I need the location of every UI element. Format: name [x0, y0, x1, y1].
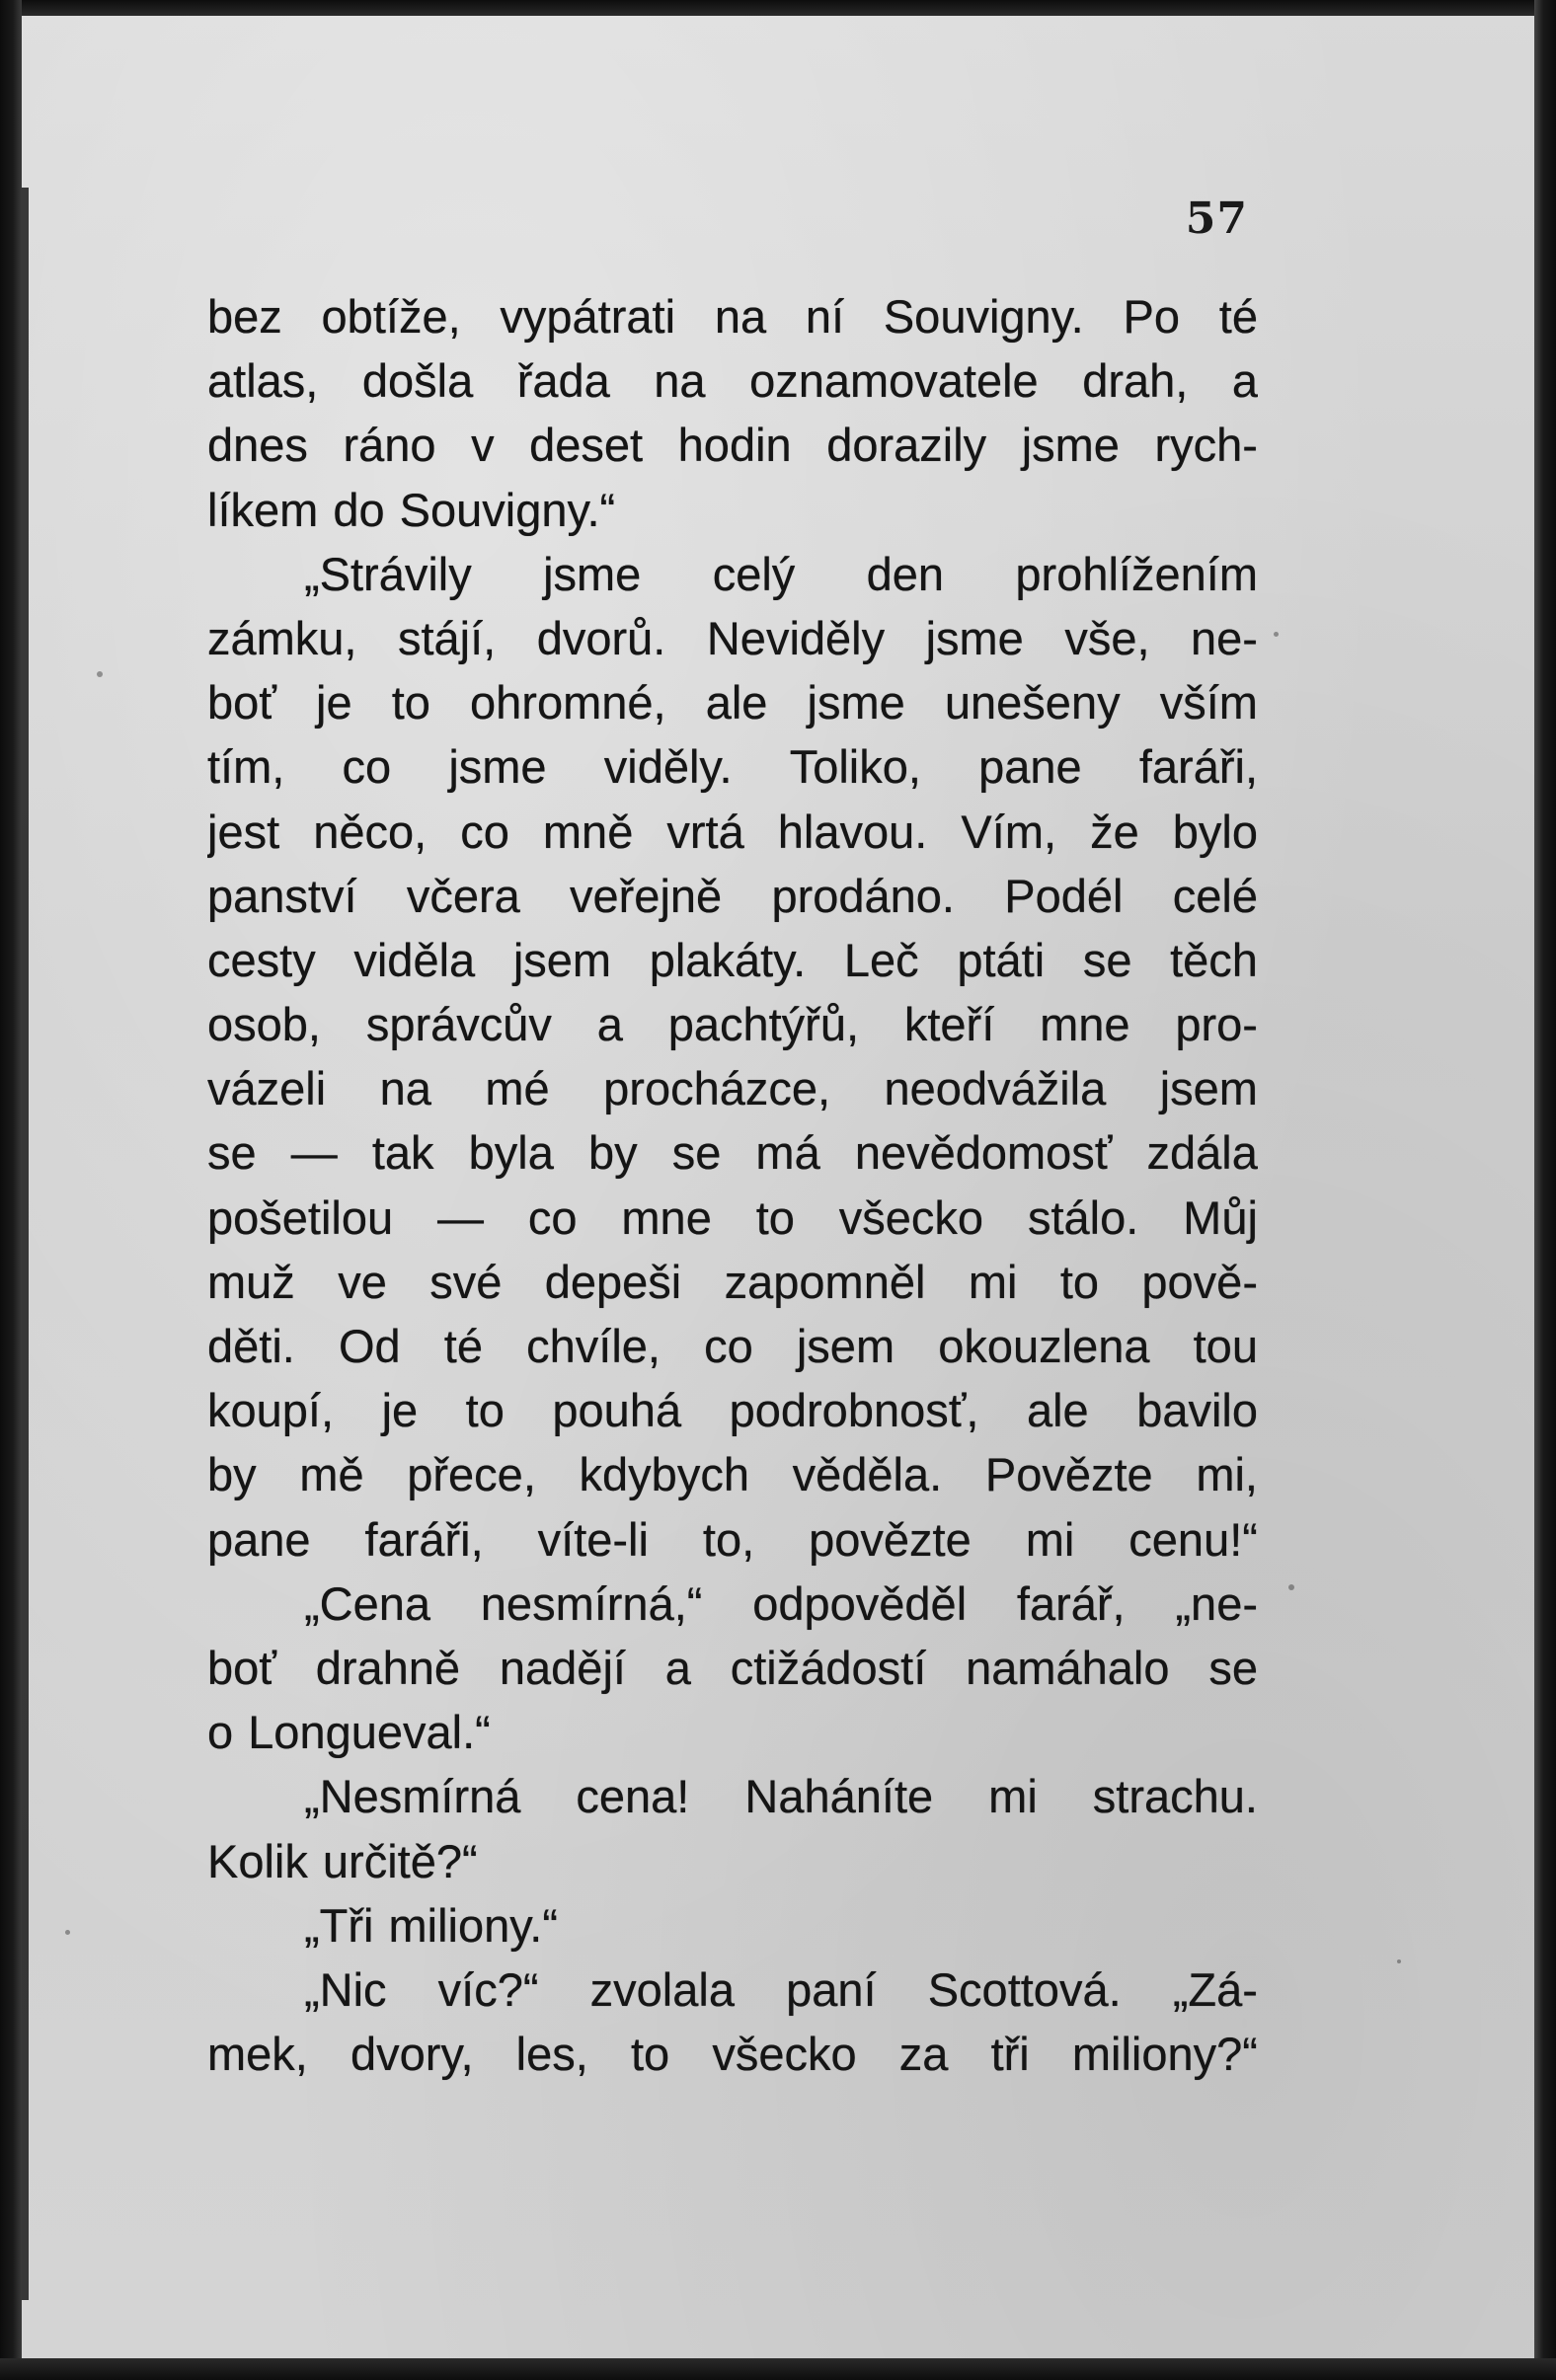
word: viděly.	[603, 740, 733, 794]
word: kdybych	[579, 1448, 749, 1501]
scan-border-bottom	[0, 2358, 1556, 2380]
text-line	[207, 864, 1258, 928]
word: neodvážila	[884, 1062, 1107, 1115]
word: na	[379, 1062, 431, 1115]
text-line	[207, 1314, 1258, 1378]
word: určitě?“	[322, 1834, 478, 1887]
word: co	[342, 740, 392, 794]
word: cesty	[207, 933, 316, 986]
word: „Cena	[304, 1576, 431, 1630]
word: Longueval.“	[248, 1706, 491, 1759]
word: se	[671, 1126, 722, 1180]
word: té	[443, 1320, 483, 1372]
word: ne-	[1191, 611, 1258, 664]
text-line	[207, 1893, 1258, 1958]
word: nesmírná,“	[480, 1576, 703, 1630]
word: procházce,	[603, 1062, 831, 1115]
word: Naháníte	[744, 1770, 934, 1823]
word: pošetilou	[207, 1190, 394, 1244]
word: je	[381, 1384, 419, 1437]
word: pově-	[1141, 1255, 1258, 1308]
word: deset	[529, 419, 644, 472]
word: podrobnosť,	[729, 1384, 979, 1437]
paper-speck	[97, 671, 103, 677]
word: pane	[207, 1512, 311, 1566]
word: unešeny	[944, 676, 1121, 729]
word: dvory,	[350, 2028, 474, 2081]
word: Scottová.	[927, 1962, 1122, 2016]
word: a	[1231, 354, 1258, 408]
text-line	[207, 413, 1258, 477]
text-line	[207, 670, 1258, 734]
word: víc?“	[437, 1962, 539, 2016]
word: včera	[406, 869, 520, 922]
word: ale	[705, 676, 768, 729]
word: a	[664, 1641, 691, 1694]
word: za	[898, 2028, 949, 2081]
word: miliony?“	[1071, 2028, 1258, 2081]
word: paní	[786, 1962, 877, 2016]
word: a	[596, 998, 623, 1051]
word: mi,	[1196, 1448, 1258, 1501]
word: o	[207, 1706, 234, 1759]
text-line	[207, 800, 1258, 864]
word: „Nic	[304, 1962, 387, 2016]
word: odpověděl	[752, 1576, 968, 1630]
word: povězte	[809, 1512, 972, 1566]
word: ráno	[343, 419, 436, 472]
word: má	[755, 1126, 820, 1180]
word: atlas,	[207, 354, 319, 408]
text-line	[207, 734, 1258, 799]
word: „Nesmírná	[304, 1770, 521, 1823]
word: boť	[207, 1641, 276, 1694]
word: bez	[207, 290, 282, 343]
text-line	[207, 2022, 1258, 2086]
word: mě	[299, 1448, 364, 1501]
word: —	[437, 1190, 485, 1244]
word: co	[527, 1190, 578, 1244]
word: to	[1059, 1255, 1100, 1308]
word: cena!	[576, 1770, 690, 1823]
word: jsme	[807, 676, 905, 729]
word: les,	[515, 2028, 588, 2081]
word: mně	[542, 805, 634, 858]
text-line	[207, 478, 1258, 542]
word: řada	[516, 354, 610, 408]
word: jsem	[796, 1320, 895, 1372]
word: strachu.	[1092, 1770, 1258, 1823]
word: těch	[1170, 933, 1258, 986]
text-line	[207, 1636, 1258, 1700]
word: své	[429, 1255, 503, 1308]
text-line	[207, 348, 1258, 413]
word: líkem	[207, 483, 319, 536]
word: celé	[1172, 869, 1258, 922]
text-line	[207, 1764, 1258, 1828]
word: na	[714, 290, 767, 343]
word: pro-	[1175, 998, 1258, 1051]
word: —	[290, 1126, 338, 1180]
word: boť	[207, 676, 276, 729]
word: to	[755, 1190, 795, 1244]
word: na	[654, 354, 706, 408]
word: vším	[1159, 676, 1258, 729]
word: farář,	[1016, 1576, 1126, 1630]
word: jsme	[1021, 419, 1120, 472]
word: ale	[1026, 1384, 1089, 1437]
word: co	[704, 1320, 753, 1372]
word: jest	[207, 805, 280, 858]
word: přece,	[407, 1448, 536, 1501]
word: depeši	[544, 1255, 682, 1308]
page-number: 57	[1185, 193, 1248, 244]
binding-shadow	[22, 188, 29, 2300]
word: pouhá	[552, 1384, 682, 1437]
word: zámku,	[207, 611, 357, 664]
word: zvolala	[589, 1962, 735, 2016]
word: dvorů.	[536, 611, 666, 664]
word: okouzlena	[938, 1320, 1150, 1372]
word: by	[587, 1126, 638, 1180]
body-text	[207, 284, 1258, 2086]
paper-speck	[1397, 1959, 1401, 1963]
text-line	[207, 1829, 1258, 1893]
scan-border-top	[0, 0, 1556, 16]
word: všecko	[838, 1190, 984, 1244]
word: té	[1218, 290, 1258, 343]
text-line	[207, 1378, 1258, 1442]
word: to	[465, 1384, 505, 1437]
word: něco,	[313, 805, 428, 858]
word: děti.	[207, 1320, 295, 1372]
word: veřejně	[570, 869, 723, 922]
text-line	[207, 1120, 1258, 1185]
word: co	[460, 805, 509, 858]
text-line	[207, 1186, 1258, 1250]
word: rych-	[1154, 419, 1258, 472]
word: Můj	[1183, 1190, 1258, 1244]
text-line	[207, 1507, 1258, 1572]
word: v	[471, 419, 495, 472]
word: pachtýřů,	[667, 998, 860, 1051]
text-line	[207, 992, 1258, 1056]
word: plakáty.	[649, 933, 807, 986]
paper-speck	[1274, 632, 1279, 637]
word: „ne-	[1175, 1576, 1258, 1630]
word: se	[207, 1126, 257, 1180]
word: hodin	[677, 419, 792, 472]
word: je	[316, 676, 352, 729]
word: prohlížením	[1015, 547, 1258, 600]
word: chvíle,	[526, 1320, 661, 1372]
word: Kolik	[207, 1834, 308, 1887]
word: „Tři	[304, 1898, 374, 1952]
word: panství	[207, 869, 357, 922]
word: ní	[805, 290, 845, 343]
text-line	[207, 1572, 1258, 1636]
word: Leč	[843, 933, 919, 986]
word: bavilo	[1136, 1384, 1258, 1437]
word: Podél	[1004, 869, 1124, 922]
word: faráři,	[1138, 740, 1258, 794]
word: „Strávily	[304, 547, 472, 600]
text-line	[207, 284, 1258, 348]
word: došla	[361, 354, 474, 408]
word: drah,	[1082, 354, 1189, 408]
word: nadějí	[499, 1641, 626, 1694]
word: by	[207, 1448, 257, 1501]
word: vše,	[1064, 611, 1150, 664]
text-line	[207, 1056, 1258, 1120]
word: vypátrati	[500, 290, 676, 343]
word: vázeli	[207, 1062, 327, 1115]
word: „Zá-	[1172, 1962, 1258, 2016]
word: byla	[468, 1126, 554, 1180]
word: Po	[1123, 290, 1181, 343]
word: osob,	[207, 998, 321, 1051]
word: mi	[968, 1255, 1018, 1308]
word: hlavou.	[777, 805, 928, 858]
text-line	[207, 606, 1258, 670]
text-line	[207, 1250, 1258, 1314]
text-line	[207, 1700, 1258, 1764]
word: mé	[485, 1062, 550, 1115]
scan-border-left	[0, 0, 22, 2380]
word: miliony.“	[388, 1898, 558, 1952]
word: ve	[338, 1255, 387, 1308]
word: nevědomosť	[854, 1126, 1113, 1180]
text-line	[207, 928, 1258, 992]
text-line	[207, 1958, 1258, 2022]
word: Neviděly	[706, 611, 886, 664]
word: do	[333, 483, 385, 536]
word: se	[1082, 933, 1132, 986]
word: zapomněl	[724, 1255, 926, 1308]
word: ptáti	[957, 933, 1046, 986]
word: Od	[338, 1320, 401, 1372]
word: cenu!“	[1128, 1512, 1258, 1566]
word: koupí,	[207, 1384, 335, 1437]
word: namáhalo	[966, 1641, 1170, 1694]
word: ctižádostí	[730, 1641, 927, 1694]
word: jsem	[1159, 1062, 1258, 1115]
word: se	[1208, 1641, 1258, 1694]
word: mi	[1025, 1512, 1075, 1566]
word: den	[866, 547, 945, 600]
word: tak	[371, 1126, 434, 1180]
word: zdála	[1146, 1126, 1258, 1180]
word: jsme	[543, 547, 642, 600]
word: jsme	[448, 740, 547, 794]
word: Souvigny.“	[399, 483, 616, 536]
word: viděla	[353, 933, 476, 986]
word: věděla.	[792, 1448, 943, 1501]
word: mne	[1040, 998, 1130, 1051]
word: to	[630, 2028, 670, 2081]
word: stálo.	[1027, 1190, 1139, 1244]
word: dnes	[207, 419, 308, 472]
paper-speck	[65, 1930, 70, 1935]
word: faráři,	[364, 1512, 484, 1566]
word: stájí,	[397, 611, 497, 664]
word: jsem	[512, 933, 612, 986]
word: tři	[990, 2028, 1030, 2081]
word: mne	[621, 1190, 712, 1244]
word: obtíže,	[321, 290, 461, 343]
word: celý	[712, 547, 796, 600]
paper-speck	[1288, 1584, 1294, 1590]
word: drahně	[315, 1641, 461, 1694]
word: Vím,	[961, 805, 1057, 858]
word: Povězte	[984, 1448, 1153, 1501]
word: bylo	[1172, 805, 1258, 858]
word: tím,	[207, 740, 285, 794]
word: pane	[978, 740, 1082, 794]
word: to,	[702, 1512, 755, 1566]
word: tou	[1193, 1320, 1258, 1372]
word: Toliko,	[789, 740, 921, 794]
word: mi	[988, 1770, 1038, 1823]
word: ohromné,	[470, 676, 666, 729]
word: Souvigny.	[883, 290, 1084, 343]
word: víte-li	[537, 1512, 649, 1566]
word: jsme	[925, 611, 1024, 664]
word: dorazily	[826, 419, 987, 472]
text-line	[207, 1442, 1258, 1506]
word: kteří	[903, 998, 995, 1051]
word: mek,	[207, 2028, 308, 2081]
scan-border-right	[1534, 0, 1556, 2380]
word: všecko	[712, 2028, 857, 2081]
word: vrtá	[666, 805, 744, 858]
word: prodáno.	[771, 869, 955, 922]
text-line	[207, 542, 1258, 606]
word: že	[1090, 805, 1139, 858]
word: to	[391, 676, 430, 729]
word: oznamovatele	[749, 354, 1039, 408]
word: správcův	[365, 998, 552, 1051]
word: muž	[207, 1255, 295, 1308]
